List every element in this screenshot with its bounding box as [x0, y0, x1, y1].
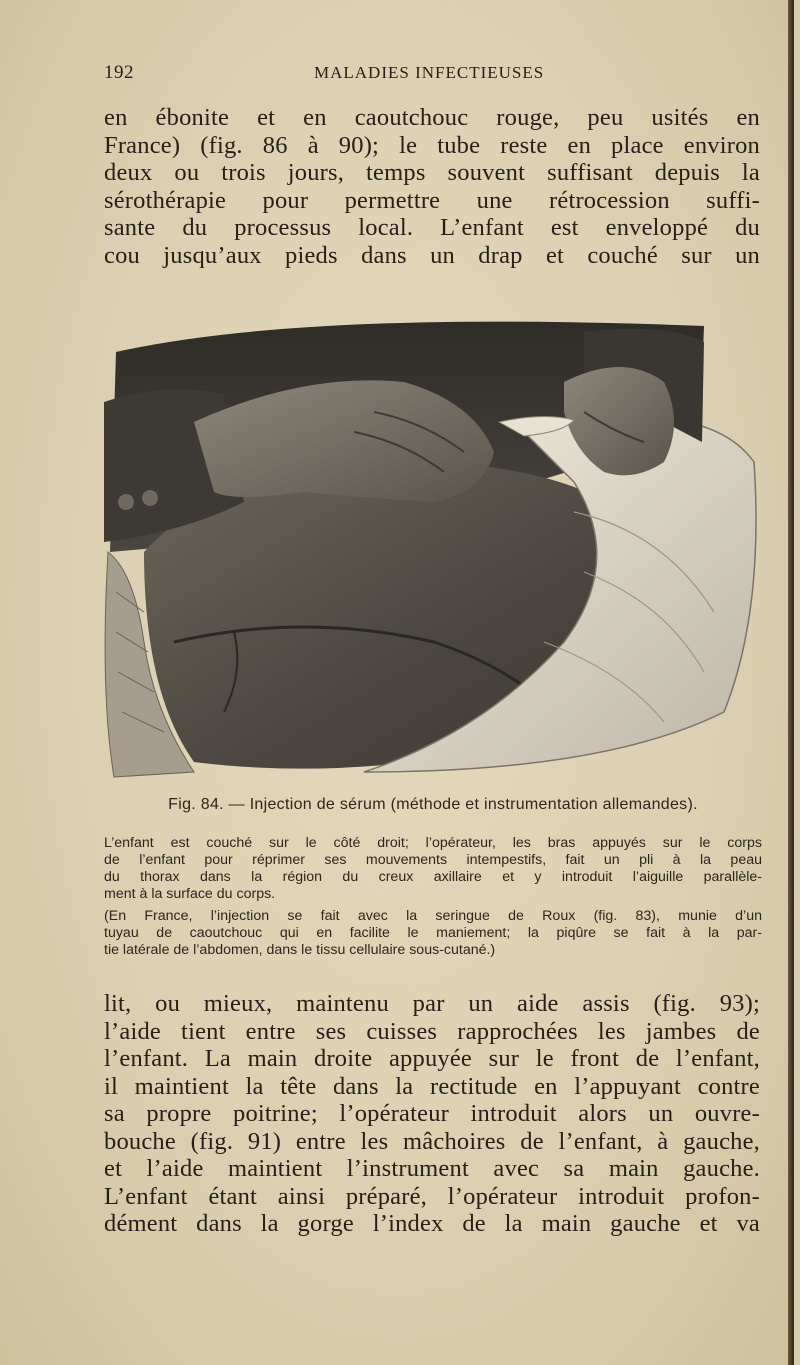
- text-line: sa propre poitrine; l’opérateur introduit alors un ouvre-: [104, 1100, 760, 1127]
- caption-line: du thorax dans la région du creux axillaire et y introduit l’aiguille parallèle-: [104, 869, 762, 885]
- text-line: France) (fig. 86 à 90); le tube reste en place environ: [104, 131, 760, 159]
- text-line: l’aide tient entre ses cuisses rapprochées les jambes de: [104, 1017, 760, 1045]
- text-line: deux ou trois jours, temps souvent suffisant depuis la: [104, 159, 760, 186]
- caption-line: (En France, l’injection se fait avec la seringue de Roux (fig. 83), munie d’un: [104, 908, 762, 924]
- paragraph-bottom: [104, 990, 760, 1238]
- page-number: 192: [104, 62, 134, 83]
- running-title: MALADIES INFECTIEUSES: [314, 63, 545, 82]
- engraving-image: [104, 312, 764, 784]
- text-line: bouche (fig. 91) entre les mâchoires de l’enfant, à gauche,: [104, 1127, 760, 1155]
- caption-line: tie latérale de l’abdomen, dans le tissu cellulaire sous-cutané.): [104, 942, 496, 958]
- paragraph-top: [104, 104, 760, 269]
- text-line: et l’aide maintient l’instrument avec sa main gauche.: [104, 1155, 760, 1182]
- text-line: sante du processus local. L’enfant est enveloppé du: [104, 214, 760, 241]
- text-line: cou jusqu’aux pieds dans un drap et couché sur un: [104, 241, 760, 269]
- page-edge: [788, 0, 794, 1365]
- caption-line: de l’enfant pour réprimer ses mouvements intempestifs, fait un pli à la peau: [104, 852, 762, 868]
- figure-caption-title: Fig. 84. — Injection de sérum (méthode et instrumentation allemandes).: [168, 796, 698, 813]
- text-line: lit, ou mieux, maintenu par un aide assis (fig. 93);: [104, 990, 760, 1017]
- text-line: sérothérapie pour permettre une rétrocession suffi-: [104, 186, 760, 214]
- text-line: dément dans la gorge l’index de la main gauche et va: [104, 1210, 760, 1237]
- figure-caption-paragraph: [104, 835, 762, 903]
- caption-line: tuyau de caoutchouc qui en facilite le maniement; la piqûre se fait à la par-: [104, 925, 762, 941]
- caption-line: L’enfant est couché sur le côté droit; l’opérateur, les bras appuyés sur le corps: [104, 835, 762, 851]
- page-header: [104, 60, 760, 88]
- text-line: L’enfant étant ainsi préparé, l’opérateur introduit profon-: [104, 1182, 760, 1210]
- text-line: il maintient la tête dans la rectitude en l’appuyant contre: [104, 1072, 760, 1100]
- text-line: en ébonite et en caoutchouc rouge, peu usités en: [104, 104, 760, 131]
- caption-line: ment à la surface du corps.: [104, 886, 276, 902]
- text-line: l’enfant. La main droite appuyée sur le front de l’enfant,: [104, 1045, 760, 1072]
- figure-illustration: [104, 312, 764, 784]
- figure-caption-note: [104, 908, 762, 959]
